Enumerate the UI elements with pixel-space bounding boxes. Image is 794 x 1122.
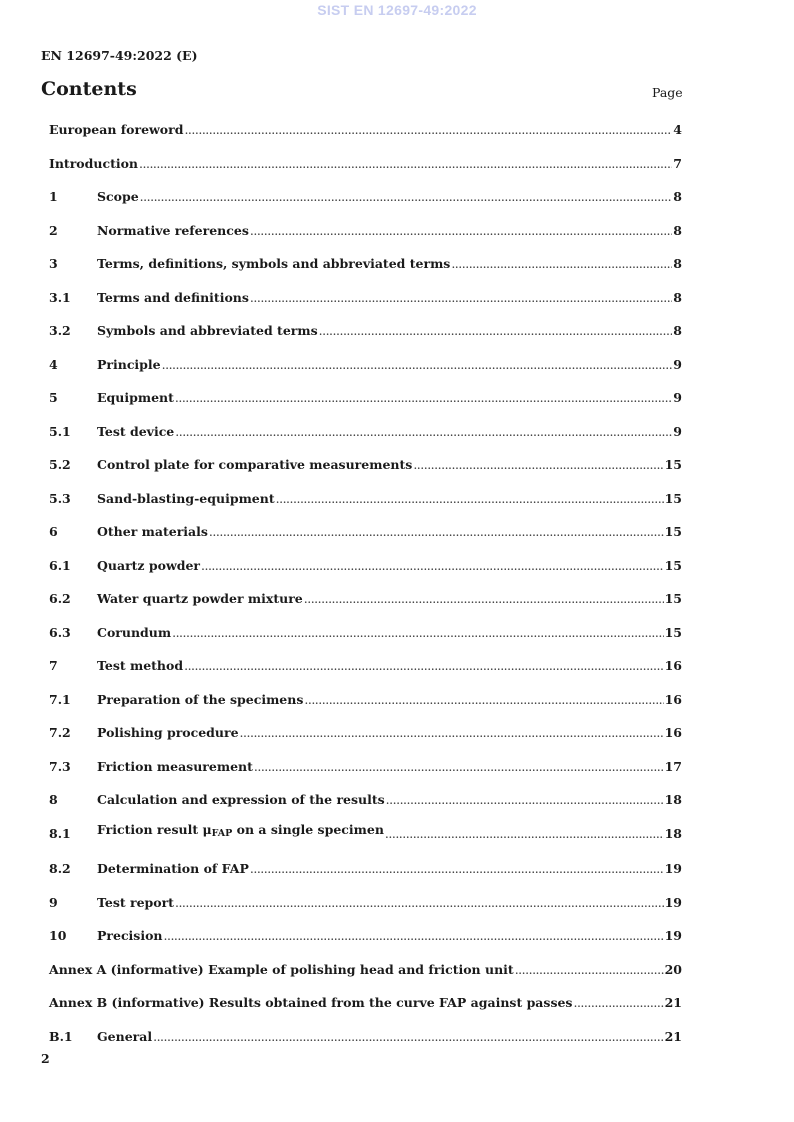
toc-entry-title-subscript: FAP: [211, 827, 233, 839]
toc-entry-number: 3.2: [49, 323, 71, 338]
toc-entry-number: 6.1: [49, 557, 71, 573]
toc-entry-title: Corundum: [97, 624, 172, 640]
document-id: EN 12697-49:2022 (E): [41, 48, 198, 63]
toc-dot-leader: [153, 1028, 663, 1046]
toc-entry-number: 5.2: [49, 457, 71, 472]
toc-entry[interactable]: [49, 456, 682, 474]
toc-entry-number: B.1: [49, 1028, 73, 1044]
toc-entry-page: 15: [664, 591, 682, 606]
toc-entry-number: 7.3: [49, 758, 71, 774]
toc-entry[interactable]: [49, 188, 682, 206]
watermark: SIST EN 12697-49:2022: [317, 2, 477, 18]
toc-entry[interactable]: [49, 121, 682, 139]
toc-dot-leader: [386, 791, 664, 809]
toc-entry-page: 19: [664, 928, 682, 943]
toc-entry-title: Determination of FAP: [97, 861, 249, 876]
toc-entry-page: 17: [664, 758, 682, 774]
toc-entry-number: 6: [49, 524, 58, 539]
toc-entry-page: 15: [664, 490, 682, 506]
toc-entry-number: 2: [49, 222, 58, 238]
toc-entry[interactable]: [49, 961, 682, 979]
toc-dot-leader: [319, 322, 673, 340]
toc-entry[interactable]: [49, 994, 682, 1012]
page-column-label: Page: [652, 85, 683, 100]
toc-entry-page: 8: [673, 256, 682, 271]
toc-entry-title: Annex A (informative) Example of polishing head and friction unit: [49, 961, 514, 977]
toc-entry-title: European foreword: [49, 122, 184, 137]
toc-entry-number: 7: [49, 658, 58, 673]
toc-entry-title: Sand-blasting-equipment: [97, 490, 275, 506]
toc-entry-title: Precision: [97, 928, 163, 943]
toc-entry[interactable]: [49, 289, 682, 307]
toc-entry[interactable]: [49, 724, 682, 742]
toc-dot-leader: [175, 389, 672, 407]
toc-entry-title: Other materials: [97, 524, 208, 539]
toc-entry-page: 8: [673, 222, 682, 238]
toc-entry-title: Test report: [97, 894, 174, 910]
toc-entry-number: 10: [49, 928, 67, 943]
toc-dot-leader: [250, 289, 672, 307]
toc-entry-title-text: on a single specimen: [232, 821, 384, 837]
toc-dot-leader: [139, 155, 672, 173]
toc-entry[interactable]: [49, 821, 682, 843]
toc-entry-title: Scope: [97, 189, 139, 204]
toc-entry-title: General: [97, 1028, 153, 1044]
toc-entry[interactable]: [49, 1028, 682, 1046]
toc-entry[interactable]: [49, 222, 682, 240]
toc-entry-number: 5: [49, 390, 58, 405]
toc-entry-title: [97, 821, 384, 843]
toc-entry[interactable]: [49, 523, 682, 541]
toc-dot-leader: [184, 657, 663, 675]
toc-dot-leader: [515, 961, 664, 979]
toc-entry-page: 16: [664, 725, 682, 740]
toc-entry-title: Annex B (informative) Results obtained from the curve FAP against passes: [49, 995, 573, 1010]
toc-entry[interactable]: [49, 389, 682, 407]
toc-entry[interactable]: [49, 322, 682, 340]
toc-entry-number: 8.1: [49, 825, 71, 841]
toc-entry-title: Terms and definitions: [97, 289, 249, 305]
toc-entry[interactable]: [49, 490, 682, 508]
toc-entry-title: Friction measurement: [97, 758, 253, 774]
toc-entry-title: Calculation and expression of the results: [97, 792, 385, 807]
toc-entry-number: 8: [49, 792, 58, 807]
page-number: 2: [41, 1051, 50, 1066]
toc-dot-leader: [172, 624, 663, 642]
toc-dot-leader: [209, 523, 664, 541]
toc-dot-leader: [250, 222, 672, 240]
toc-dot-leader: [451, 255, 672, 273]
toc-entry-page: 7: [673, 155, 682, 171]
toc-dot-leader: [240, 724, 664, 742]
toc-dot-leader: [304, 691, 663, 709]
toc-entry-title: Polishing procedure: [97, 725, 239, 740]
toc-entry[interactable]: [49, 255, 682, 273]
toc-entry[interactable]: [49, 758, 682, 776]
toc-entry-title: Introduction: [49, 155, 139, 171]
toc-entry[interactable]: [49, 791, 682, 809]
toc-entry-title: Terms, definitions, symbols and abbreviated terms: [97, 256, 451, 271]
toc-entry-page: 9: [673, 423, 682, 439]
toc-entry[interactable]: [49, 860, 682, 878]
toc-entry-number: 3.1: [49, 289, 71, 305]
toc-entry-title: Symbols and abbreviated terms: [97, 323, 318, 338]
toc-entry-title: Normative references: [97, 222, 249, 238]
toc-entry[interactable]: [49, 691, 682, 709]
toc-entry-page: 20: [664, 961, 682, 977]
toc-entry[interactable]: [49, 894, 682, 912]
toc-dot-leader: [164, 927, 664, 945]
toc-entry-page: 9: [673, 390, 682, 405]
toc-entry[interactable]: [49, 155, 682, 173]
toc-entry[interactable]: [49, 624, 682, 642]
toc-dot-leader: [140, 188, 673, 206]
toc-entry[interactable]: [49, 657, 682, 675]
toc-entry-page: 19: [664, 894, 682, 910]
toc-entry-number: 3: [49, 256, 58, 271]
toc-entry-number: 1: [49, 189, 58, 204]
toc-entry[interactable]: [49, 423, 682, 441]
toc-entry-page: 21: [664, 995, 682, 1010]
toc-entry-page: 21: [664, 1028, 682, 1044]
toc-entry-page: 8: [673, 189, 682, 204]
toc-entry-page: 15: [664, 624, 682, 640]
toc-entry-title: Water quartz powder mixture: [97, 591, 303, 606]
toc-dot-leader: [184, 121, 672, 139]
toc-entry-title: Test method: [97, 658, 184, 673]
toc-entry-title: Principle: [97, 356, 161, 372]
toc-entry-number: 5.1: [49, 423, 71, 439]
toc-entry[interactable]: [49, 927, 682, 945]
toc-entry-page: 8: [673, 323, 682, 338]
toc-entry-title-text: Friction result μ: [97, 821, 212, 837]
toc-entry-page: 15: [664, 457, 682, 472]
toc-entry-title: Preparation of the specimens: [97, 691, 304, 707]
toc-dot-leader: [175, 894, 664, 912]
toc-entry-page: 15: [664, 524, 682, 539]
toc-entry-page: 18: [664, 825, 682, 841]
contents-title: Contents: [41, 78, 137, 100]
toc-entry-title: Quartz powder: [97, 557, 201, 573]
toc-dot-leader: [573, 994, 663, 1012]
toc-entry-title: Test device: [97, 423, 175, 439]
toc-entry[interactable]: [49, 590, 682, 608]
toc-entry-page: 18: [664, 792, 682, 807]
toc-entry-page: 15: [664, 557, 682, 573]
toc-dot-leader: [250, 860, 664, 878]
toc-entry-page: 16: [664, 658, 682, 673]
toc-entry-number: 9: [49, 894, 58, 910]
toc-dot-leader: [385, 825, 664, 843]
toc-entry-number: 6.3: [49, 624, 71, 640]
toc-entry[interactable]: [49, 557, 682, 575]
toc-dot-leader: [201, 557, 664, 575]
toc-dot-leader: [175, 423, 672, 441]
toc-dot-leader: [162, 356, 673, 374]
toc-entry-number: 7.2: [49, 725, 71, 740]
toc-dot-leader: [413, 456, 663, 474]
toc-entry-number: 5.3: [49, 490, 71, 506]
toc-dot-leader: [304, 590, 664, 608]
toc-entry-page: 16: [664, 691, 682, 707]
toc-dot-leader: [276, 490, 664, 508]
toc-entry-title: Equipment: [97, 390, 174, 405]
toc-entry-number: 7.1: [49, 691, 71, 707]
toc-entry-number: 4: [49, 356, 58, 372]
toc-dot-leader: [254, 758, 664, 776]
toc-entry-page: 4: [673, 122, 682, 137]
toc-entry-number: 8.2: [49, 861, 71, 876]
toc-entry-number: 6.2: [49, 591, 71, 606]
toc-entry-page: 19: [664, 861, 682, 876]
toc-entry-title: Control plate for comparative measurements: [97, 457, 413, 472]
toc-entry-page: 8: [673, 289, 682, 305]
toc-entry[interactable]: [49, 356, 682, 374]
toc-entry-page: 9: [673, 356, 682, 372]
